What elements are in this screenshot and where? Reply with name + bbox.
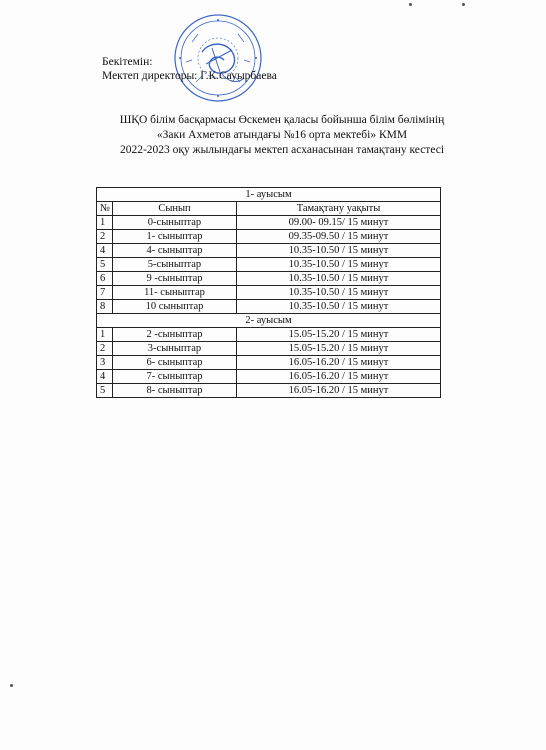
row-number: 5 (97, 384, 113, 398)
row-number: 3 (97, 356, 113, 370)
header-line-3: 2022-2023 оқу жылындағы мектеп асханасынан тамақтану кестесі (119, 144, 445, 156)
row-number: 2 (97, 230, 113, 244)
row-number: 6 (97, 272, 113, 286)
row-class: 8- сыныптар (113, 384, 237, 398)
table-row (97, 216, 441, 230)
row-time: 10.35-10.50 / 15 минут (237, 258, 441, 272)
row-number: 8 (97, 300, 113, 314)
row-class: 6- сыныптар (113, 356, 237, 370)
row-class: 11- сыныптар (113, 286, 237, 300)
column-header-class: Сынып (113, 202, 237, 216)
row-time: 10.35-10.50 / 15 минут (237, 286, 441, 300)
shift-title: 2- ауысым (97, 314, 441, 328)
document-header (96, 113, 468, 158)
table-row (97, 230, 441, 244)
table-row (97, 286, 441, 300)
scan-speck (462, 3, 465, 6)
row-number: 5 (97, 258, 113, 272)
header-line-2: «Заки Ахметов атындағы №16 орта мектебі» КММ (156, 129, 408, 141)
row-number: 4 (97, 370, 113, 384)
row-number: 1 (97, 328, 113, 342)
shift-2-title-row (97, 314, 441, 328)
table-row (97, 300, 441, 314)
row-class: 5-сыныптар (113, 258, 237, 272)
row-time: 09.35-09.50 / 15 минут (237, 230, 441, 244)
row-number: 2 (97, 342, 113, 356)
column-header-time: Тамақтану уақыты (237, 202, 441, 216)
column-header-number: № (97, 202, 113, 216)
row-number: 7 (97, 286, 113, 300)
row-time: 16.05-16.20 / 15 минут (237, 370, 441, 384)
row-class: 2 -сыныптар (113, 328, 237, 342)
meal-schedule-table (96, 187, 441, 398)
row-class: 3-сыныптар (113, 342, 237, 356)
table-row (97, 258, 441, 272)
table-row (97, 370, 441, 384)
row-number: 4 (97, 244, 113, 258)
table-row (97, 244, 441, 258)
header-line-1: ШҚО білім басқармасы Өскемен қаласы бойынша білім бөлімінің (119, 114, 445, 126)
shift-title: 1- ауысым (97, 188, 441, 202)
row-time: 16.05-16.20 / 15 минут (237, 384, 441, 398)
scan-speck (10, 684, 13, 687)
row-number: 1 (97, 216, 113, 230)
table-row (97, 328, 441, 342)
approval-block (102, 55, 277, 83)
row-time: 15.05-15.20 / 15 минут (237, 328, 441, 342)
approval-label: Бекітемін: (102, 56, 153, 68)
row-class: 9 -сыныптар (113, 272, 237, 286)
scan-speck (409, 3, 412, 6)
row-class: 1- сыныптар (113, 230, 237, 244)
row-time: 15.05-15.20 / 15 минут (237, 342, 441, 356)
row-time: 16.05-16.20 / 15 минут (237, 356, 441, 370)
approval-director: Мектеп директоры: Г.К.Сауырбаева (102, 70, 277, 82)
row-time: 10.35-10.50 / 15 минут (237, 272, 441, 286)
row-time: 09.00- 09.15/ 15 минут (237, 216, 441, 230)
table-row (97, 342, 441, 356)
table-row (97, 272, 441, 286)
row-time: 10.35-10.50 / 15 минут (237, 300, 441, 314)
table-row (97, 356, 441, 370)
row-class: 0-сыныптар (113, 216, 237, 230)
row-class: 4- сыныптар (113, 244, 237, 258)
row-class: 7- сыныптар (113, 370, 237, 384)
row-time: 10.35-10.50 / 15 минут (237, 244, 441, 258)
table-row (97, 384, 441, 398)
row-class: 10 сыныптар (113, 300, 237, 314)
shift-1-title-row (97, 188, 441, 202)
table-header-row (97, 202, 441, 216)
